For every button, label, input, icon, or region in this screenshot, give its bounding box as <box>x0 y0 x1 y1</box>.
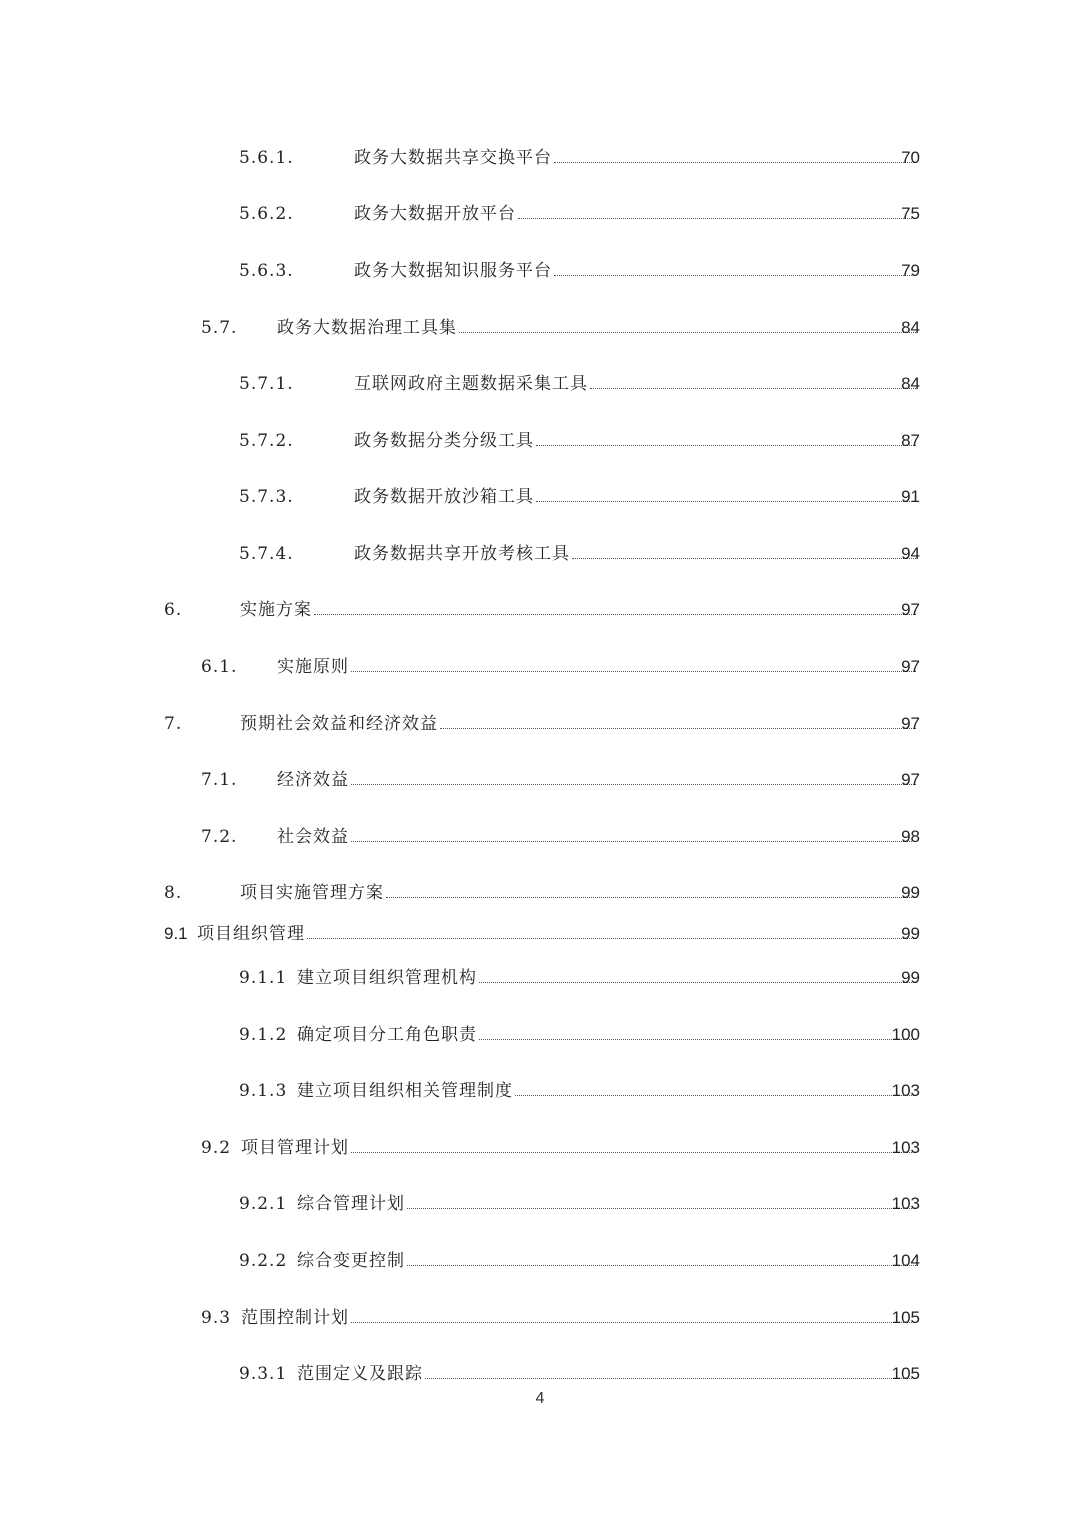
toc-entry[interactable] <box>0 963 1080 993</box>
toc-entry-page: 103 <box>891 1138 920 1157</box>
toc-entry-page: 103 <box>891 1081 920 1100</box>
toc-entry-number: 5.7.4. <box>239 544 294 564</box>
toc-entry-title: 综合变更控制 <box>297 1246 407 1276</box>
toc-entry-title: 经济效益 <box>277 765 351 795</box>
toc-entry-page: 79 <box>901 261 920 280</box>
toc-entry-title: 建立项目组织相关管理制度 <box>297 1076 515 1106</box>
toc-entry[interactable] <box>0 919 1080 949</box>
toc-entry-number: 5.6.1. <box>239 148 294 168</box>
toc-entry-number: 5.6.2. <box>239 204 294 224</box>
toc-entry[interactable] <box>0 482 1080 512</box>
toc-entry-number: 5.7. <box>201 318 238 338</box>
toc-entry-number: 5.7.2. <box>239 431 294 451</box>
toc-entry[interactable] <box>0 1133 1080 1163</box>
toc-entry[interactable] <box>0 652 1080 682</box>
toc-entry[interactable] <box>0 426 1080 456</box>
toc-entry-number: 9.1.2 <box>239 1025 288 1045</box>
toc-entry[interactable] <box>0 765 1080 795</box>
toc-entry[interactable] <box>0 256 1080 286</box>
toc-entry[interactable] <box>0 539 1080 569</box>
toc-entry-page: 98 <box>901 827 920 846</box>
toc-entry[interactable] <box>0 1359 1080 1389</box>
toc-entry[interactable] <box>0 143 1080 173</box>
toc-entry-title: 政务数据共享开放考核工具 <box>354 539 572 569</box>
toc-entry-page: 99 <box>901 924 920 943</box>
toc-entry[interactable] <box>0 1189 1080 1219</box>
toc-entry[interactable] <box>0 1076 1080 1106</box>
toc-entry-page: 91 <box>901 487 920 506</box>
toc-entry-title: 实施原则 <box>277 652 351 682</box>
toc-entry[interactable] <box>0 199 1080 229</box>
toc-entry-title: 项目实施管理方案 <box>240 878 386 908</box>
toc-entry-title: 政务大数据知识服务平台 <box>354 256 554 286</box>
toc-entry[interactable] <box>0 1020 1080 1050</box>
toc-entry-number: 9.1.3 <box>239 1081 288 1101</box>
toc-entry-page: 100 <box>891 1025 920 1044</box>
toc-entry-title: 建立项目组织管理机构 <box>297 963 479 993</box>
toc-entry[interactable] <box>0 369 1080 399</box>
toc-entry-page: 105 <box>891 1308 920 1327</box>
toc-entry[interactable] <box>0 595 1080 625</box>
toc-entry[interactable] <box>0 1303 1080 1333</box>
toc-entry-title: 政务数据分类分级工具 <box>354 426 536 456</box>
toc-entry-page: 99 <box>901 883 920 902</box>
toc-entry-page: 84 <box>901 318 920 337</box>
toc-entry-number: 5.6.3. <box>239 261 294 281</box>
toc-entry-title: 项目管理计划 <box>241 1133 351 1163</box>
toc-entry-title: 项目组织管理 <box>197 919 307 949</box>
toc-entry-number: 9.2 <box>201 1138 232 1158</box>
toc-entry[interactable] <box>0 1246 1080 1276</box>
toc-entry-number: 5.7.1. <box>239 374 294 394</box>
toc-entry[interactable] <box>0 313 1080 343</box>
toc-entry-number: 6.1. <box>201 657 238 677</box>
toc-entry-number: 9.1.1 <box>239 968 288 988</box>
toc-entry-number: 7.1. <box>201 770 238 790</box>
toc-entry-number: 9.1 <box>164 924 188 943</box>
toc-entry-title: 实施方案 <box>240 595 314 625</box>
toc-entry-title: 确定项目分工角色职责 <box>297 1020 479 1050</box>
toc-entry-title: 范围定义及跟踪 <box>297 1359 425 1389</box>
toc-entry-number: 9.2.2 <box>239 1251 288 1271</box>
toc-entry-page: 104 <box>891 1251 920 1270</box>
toc-entry-page: 99 <box>901 968 920 987</box>
toc-entry-title: 社会效益 <box>277 822 351 852</box>
toc-entry[interactable] <box>0 878 1080 908</box>
toc-entry-page: 94 <box>901 544 920 563</box>
toc-entry[interactable] <box>0 709 1080 739</box>
toc-entry-page: 105 <box>891 1364 920 1383</box>
toc-entry-number: 9.3.1 <box>239 1364 288 1384</box>
toc-entry-page: 87 <box>901 431 920 450</box>
toc-entry-page: 103 <box>891 1194 920 1213</box>
toc-entry-title: 综合管理计划 <box>297 1189 407 1219</box>
toc-entry-number: 9.3 <box>201 1308 232 1328</box>
toc-entry-title: 政务大数据开放平台 <box>354 199 518 229</box>
toc-entry-page: 97 <box>901 770 920 789</box>
toc-entry-number: 7. <box>164 714 183 734</box>
toc-entry-number: 6. <box>164 600 183 620</box>
toc-entry-page: 97 <box>901 600 920 619</box>
toc-entry-number: 9.2.1 <box>239 1194 288 1214</box>
toc-entry-number: 5.7.3. <box>239 487 294 507</box>
toc-entry-number: 7.2. <box>201 827 238 847</box>
toc-entry-number: 8. <box>164 883 183 903</box>
toc-entry-page: 97 <box>901 714 920 733</box>
toc-entry-page: 70 <box>901 148 920 167</box>
toc-entry-title: 政务大数据共享交换平台 <box>354 143 554 173</box>
toc-entry-page: 84 <box>901 374 920 393</box>
toc-entry-page: 75 <box>901 204 920 223</box>
toc-entry-title: 范围控制计划 <box>241 1303 351 1333</box>
toc-entry-title: 政务大数据治理工具集 <box>277 313 459 343</box>
toc-entry-title: 预期社会效益和经济效益 <box>240 709 440 739</box>
toc-entry[interactable] <box>0 822 1080 852</box>
toc-entry-page: 97 <box>901 657 920 676</box>
toc-entry-title: 互联网政府主题数据采集工具 <box>354 369 590 399</box>
page-number: 4 <box>535 1390 545 1407</box>
toc-entry-title: 政务数据开放沙箱工具 <box>354 482 536 512</box>
